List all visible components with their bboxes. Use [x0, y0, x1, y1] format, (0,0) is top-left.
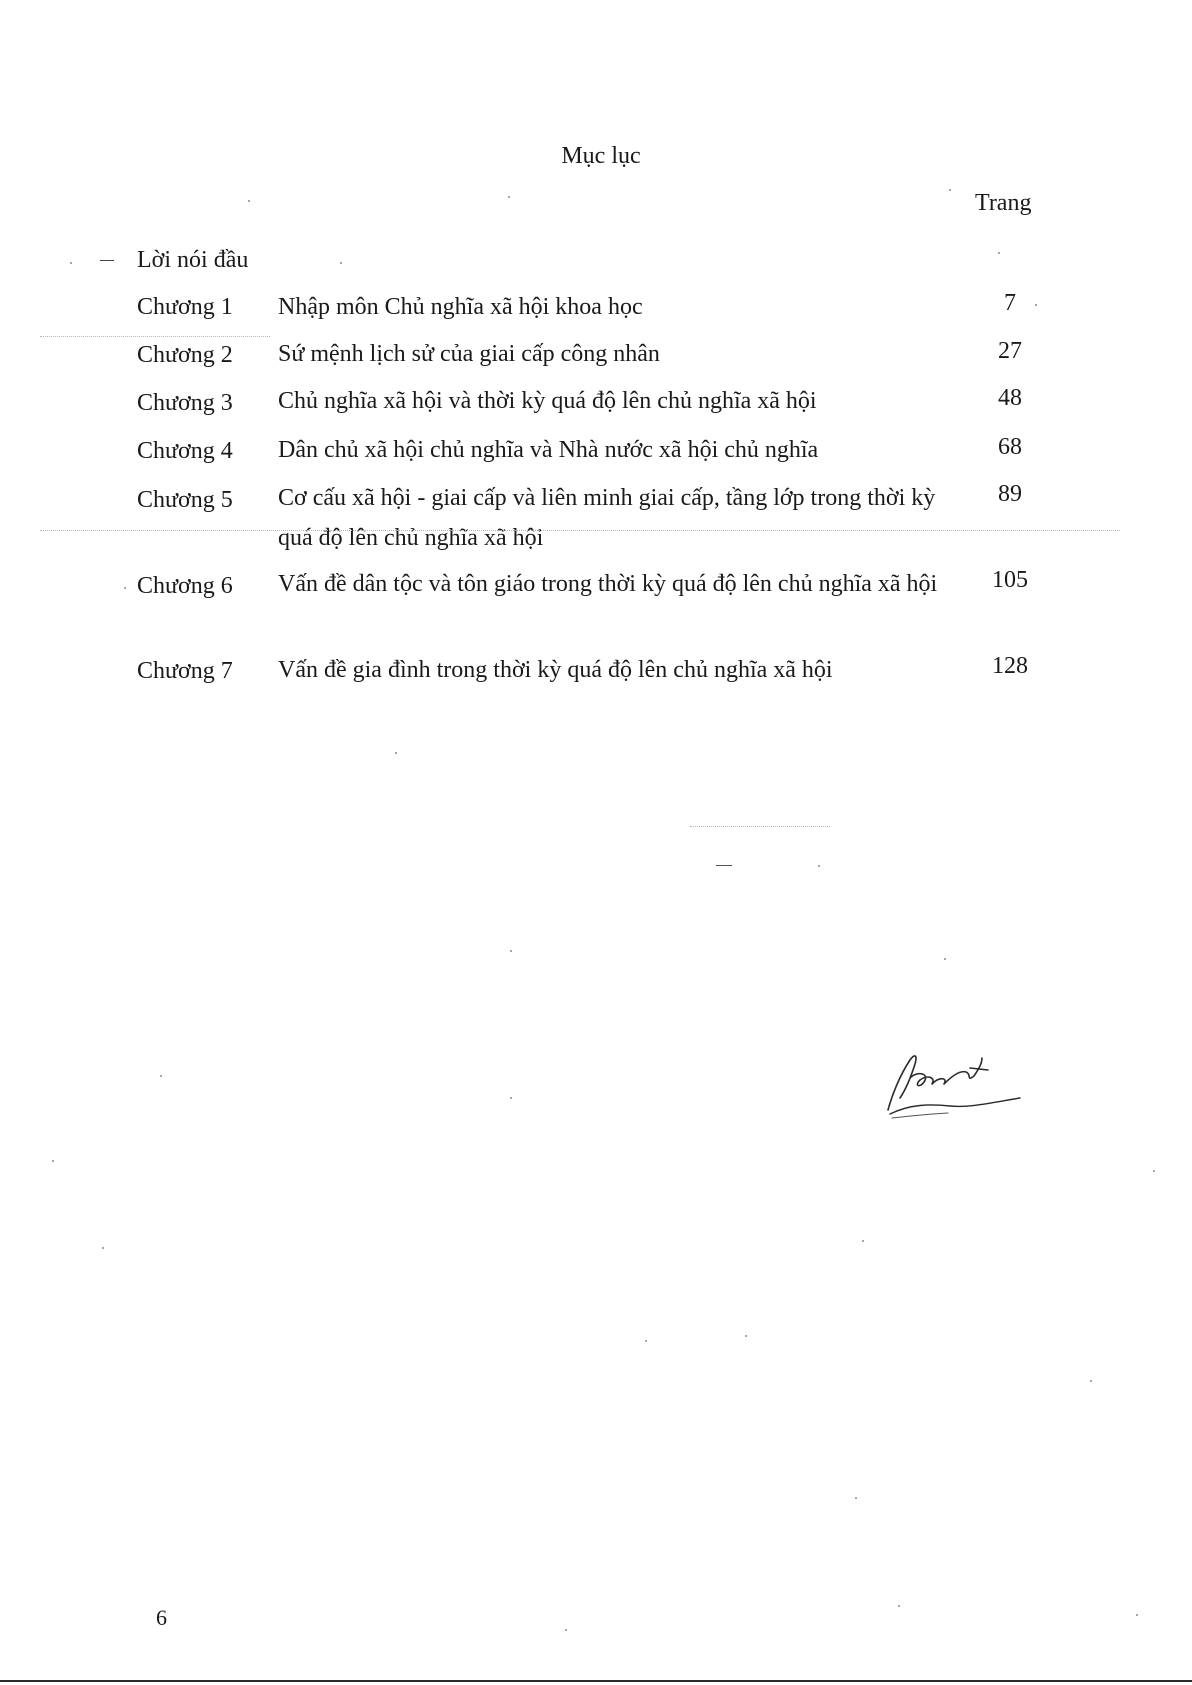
- scan-bottom-edge: [0, 1680, 1192, 1682]
- scan-speck: [508, 196, 510, 198]
- chapter-1-label: Chương 1: [137, 294, 233, 320]
- chapter-5-label: Chương 5: [137, 487, 233, 513]
- chapter-2-label: Chương 2: [137, 342, 233, 368]
- scan-speck: [944, 958, 946, 960]
- chapter-3-label: Chương 3: [137, 390, 233, 416]
- page-column-header: Trang: [975, 190, 1032, 216]
- scan-speck: [510, 950, 512, 952]
- scan-speck: [1153, 1170, 1155, 1172]
- chapter-7-label: Chương 7: [137, 658, 233, 684]
- scan-line: [716, 865, 732, 866]
- preface-label: Lời nói đầu: [137, 247, 249, 273]
- scan-line: [40, 336, 270, 337]
- chapter-5-page: 89: [998, 481, 1022, 507]
- chapter-5-title: Cơ cấu xã hội - giai cấp và liên minh giai cấp, tầng lớp trong thời kỳ quá độ lên chủ nghĩa xã hội: [278, 485, 936, 551]
- scan-speck: [102, 1247, 104, 1249]
- scan-speck: [124, 587, 126, 589]
- chapter-7-page: 128: [992, 653, 1028, 679]
- page-title: Mục lục: [561, 143, 641, 169]
- scan-speck: [510, 1097, 512, 1099]
- chapter-6-label: Chương 6: [137, 573, 233, 599]
- scan-speck: [645, 1340, 647, 1342]
- scan-speck: [248, 200, 250, 202]
- scan-speck: [998, 252, 1000, 254]
- chapter-3-page: 48: [998, 385, 1022, 411]
- chapter-6-page: 105: [992, 567, 1028, 593]
- scan-speck: [1090, 1380, 1092, 1382]
- scan-speck: [1035, 304, 1037, 306]
- scan-speck: [340, 262, 342, 264]
- scan-speck: [818, 865, 820, 867]
- handwritten-signature: [870, 1040, 1030, 1130]
- scan-speck: [745, 1335, 747, 1337]
- table-of-contents: [0, 0, 1192, 720]
- scan-speck: [1136, 1614, 1138, 1616]
- scan-speck: [395, 752, 397, 754]
- chapter-4-page: 68: [998, 434, 1022, 460]
- scan-speck: [52, 1160, 54, 1162]
- chapter-2-page: 27: [998, 338, 1022, 364]
- preface-dash: [100, 260, 114, 261]
- scan-speck: [898, 1605, 900, 1607]
- scan-speck: [855, 1497, 857, 1499]
- page-number: 6: [156, 1605, 167, 1630]
- scan-speck: [70, 262, 72, 264]
- scan-speck: [160, 1075, 162, 1077]
- chapter-4-label: Chương 4: [137, 438, 233, 464]
- chapter-3-title: Chủ nghĩa xã hội và thời kỳ quá độ lên chủ nghĩa xã hội: [278, 388, 817, 414]
- scan-line: [690, 826, 830, 827]
- chapter-7-title: Vấn đề gia đình trong thời kỳ quá độ lên chủ nghĩa xã hội: [278, 657, 833, 683]
- scan-speck: [949, 189, 951, 191]
- scan-speck: [565, 1629, 567, 1631]
- scan-line: [40, 530, 1120, 531]
- chapter-2-title: Sứ mệnh lịch sử của giai cấp công nhân: [278, 341, 660, 367]
- chapter-1-page: 7: [1004, 290, 1016, 316]
- chapter-6-title: Vấn đề dân tộc và tôn giáo trong thời kỳ quá độ lên chủ nghĩa xã hội: [278, 571, 938, 597]
- chapter-1-title: Nhập môn Chủ nghĩa xã hội khoa học: [278, 294, 643, 320]
- scan-speck: [862, 1240, 864, 1242]
- chapter-4-title: Dân chủ xã hội chủ nghĩa và Nhà nước xã hội chủ nghĩa: [278, 437, 819, 463]
